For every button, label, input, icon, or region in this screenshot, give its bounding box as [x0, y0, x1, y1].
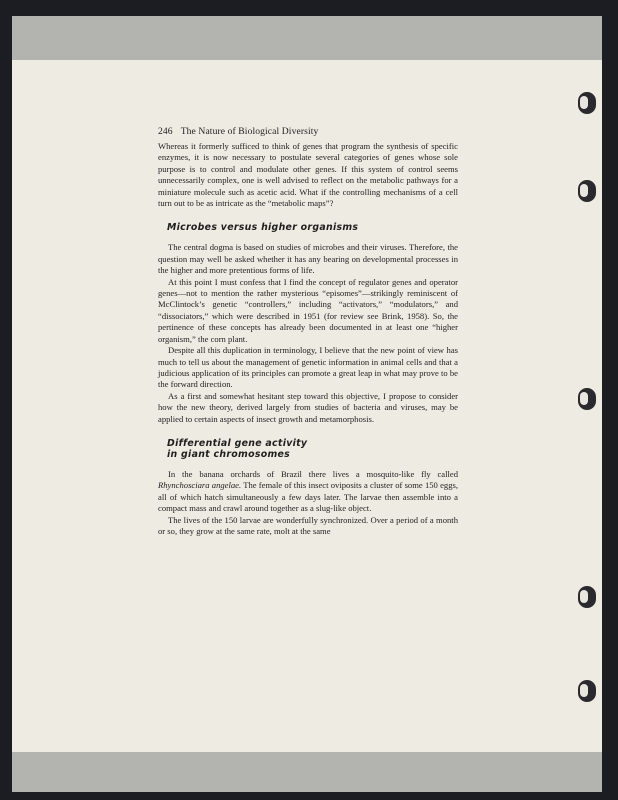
page-number: 246	[158, 126, 173, 137]
binder-hole-icon	[578, 92, 596, 114]
paragraph: The central dogma is based on studies of microbes and their viruses. Therefore, the question may well be asked whether it has any bearing on developmental processes in the higher and more pretentious forms of life.	[158, 242, 458, 276]
binder-hole-icon	[578, 388, 596, 410]
paragraph-text: In the banana orchards of Brazil there lives a mosquito-like fly called	[168, 468, 458, 479]
paragraph: At this point I must confess that I find the concept of regulator genes and operator genes—not to mention the rather mysterious “episomes”—strikingly reminiscent of McClintock’s genetic “controllers,” including “activators,” “modulators,” and “dissociators,” which were described in 1951 (for review see Brink, 1958). So, the pertinence of these concepts has already been documented in at least one “higher organism,” the corn plant.	[158, 276, 458, 344]
section-heading	[167, 438, 458, 460]
section-heading-text: Microbes versus higher organisms	[167, 222, 359, 234]
page-content	[158, 126, 458, 537]
paragraph	[158, 469, 458, 515]
paragraph-text: The female of this insect oviposits a cluster of some 150 eggs, all of which hatch simultaneously a few days later. The larvae then assemble into a compact mass and crawl around together as a slug-like object.	[158, 480, 458, 514]
paragraph: Whereas it formerly sufficed to think of genes that program the synthesis of specific enzymes, it is now necessary to postulate several categories of genes whose sole purpose is to control and modulate other genes. If this system of control seems unnecessarily complex, one is well advised to reflect on the metabolic pathways for a miniature molecule such as acetic acid. What if the controlling mechanisms of a cell turn out to be as intricate as the “metabolic maps”?	[158, 141, 458, 209]
running-title: The Nature of Biological Diversity	[180, 126, 319, 137]
section-heading	[167, 222, 458, 233]
binder-hole-icon	[578, 680, 596, 702]
bottom-gray-band	[12, 752, 602, 792]
top-gray-band	[12, 16, 602, 60]
running-head	[158, 126, 458, 138]
binder-hole-icon	[578, 180, 596, 202]
species-name: Rhynchosciara angelae.	[158, 480, 242, 491]
paper-sheet	[12, 16, 602, 792]
section-heading-line: Differential gene activity	[167, 437, 308, 449]
paragraph: Despite all this duplication in terminology, I believe that the new point of view has much to tell us about the management of genetic information in animal cells and that a judicious application of its principles can promote a great leap in what may prove to be the forward direction.	[158, 345, 458, 390]
section-heading-line: in giant chromosomes	[167, 448, 291, 460]
paragraph: The lives of the 150 larvae are wonderfully synchronized. Over a period of a month or so, they grow at the same rate, molt at the same	[158, 514, 458, 536]
binder-hole-icon	[578, 586, 596, 608]
paragraph: As a first and somewhat hesitant step toward this objective, I propose to consider how the new theory, derived largely from studies of bacteria and viruses, may be applied to certain aspects of insect growth and metamorphosis.	[158, 390, 458, 424]
